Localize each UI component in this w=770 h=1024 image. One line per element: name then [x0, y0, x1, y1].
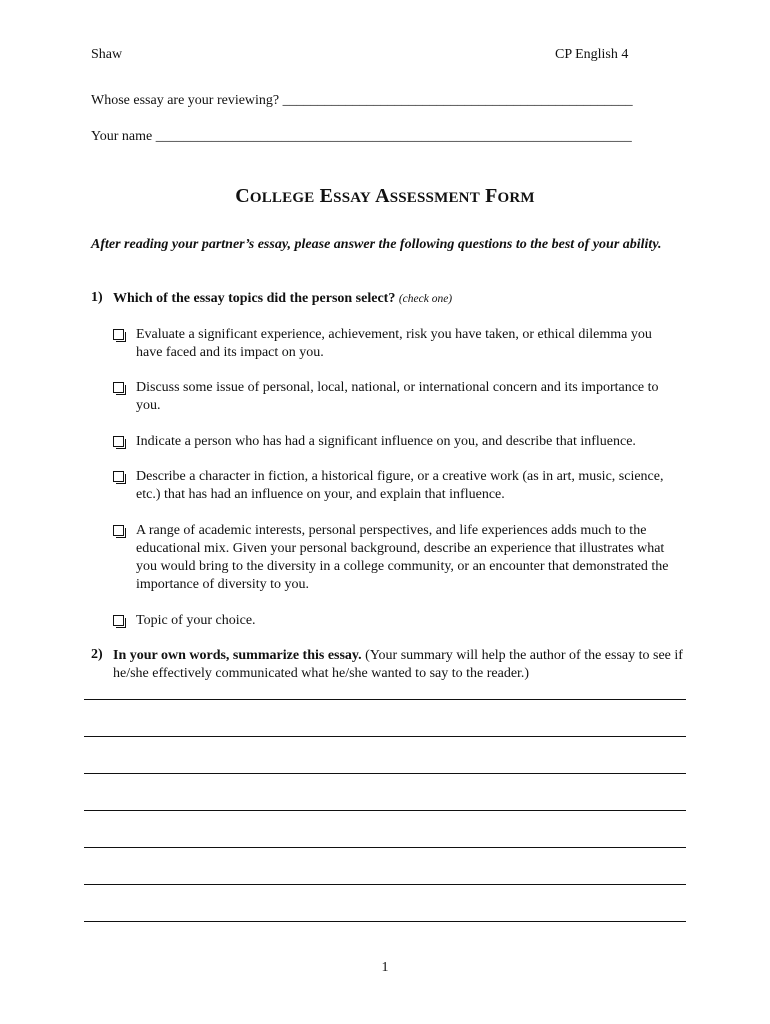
- answer-line[interactable]: [84, 699, 686, 700]
- answer-line[interactable]: [84, 847, 686, 848]
- topic-option-label: Indicate a person who has had a significant influence on you, and describe that influence.: [136, 434, 636, 449]
- question-2-text: In your own words, summarize this essay. (Your summary will help the author of the essay to see if he/she effectively communicated what he/she wanted to say to the reader.): [113, 648, 683, 681]
- topic-option-label: Topic of your choice.: [136, 613, 256, 628]
- your-name-field[interactable]: [91, 129, 632, 145]
- checkbox-icon[interactable]: [113, 525, 124, 536]
- intro-text: After reading your partner’s essay, please answer the following questions to the best of your ability.: [91, 237, 662, 252]
- your-name-label: Your name: [91, 129, 153, 144]
- answer-line[interactable]: [84, 773, 686, 774]
- question-2-number: 2): [91, 647, 103, 662]
- answer-line[interactable]: [84, 921, 686, 922]
- topic-option-label: Describe a character in fiction, a historical figure, or a creative work (as in art, music, science, etc.) that has had an influence on your, and explain that influence.: [136, 469, 664, 502]
- reviewing-field[interactable]: [91, 93, 633, 109]
- answer-line[interactable]: [84, 736, 686, 737]
- question-1-hint: (check one): [398, 293, 453, 305]
- checkbox-icon[interactable]: [113, 329, 124, 340]
- answer-line[interactable]: [84, 884, 686, 885]
- reviewing-blank[interactable]: __________________________________________________: [282, 93, 633, 108]
- topic-option-label: Discuss some issue of personal, local, national, or international concern and its importance to you.: [136, 380, 659, 413]
- question-1-number: 1): [91, 290, 103, 305]
- checkbox-icon[interactable]: [113, 471, 124, 482]
- topic-option-label: Evaluate a significant experience, achievement, risk you have taken, or ethical dilemma you have faced and its impact on you.: [136, 327, 652, 360]
- your-name-blank[interactable]: ____________________________________________________________________: [155, 129, 632, 144]
- topic-option-label: A range of academic interests, personal perspectives, and life experiences adds much to the educational mix. Given your personal background, describe an experience that illustrates what you would bring to the diversity in a college community, or an encounter that demonstrated the importance of diversity to you.: [136, 523, 669, 592]
- header-author: Shaw: [91, 47, 123, 62]
- checkbox-icon[interactable]: [113, 436, 124, 447]
- page-number: 1: [381, 960, 389, 975]
- answer-line[interactable]: [84, 810, 686, 811]
- page-title: COLLEGE ESSAY ASSESSMENT FORM: [235, 185, 535, 207]
- question-1-text: Which of the essay topics did the person select? (check one): [113, 291, 453, 306]
- checkbox-icon[interactable]: [113, 615, 124, 626]
- checkbox-icon[interactable]: [113, 382, 124, 393]
- reviewing-label: Whose essay are your reviewing?: [91, 93, 280, 108]
- header-course: CP English 4: [555, 47, 629, 62]
